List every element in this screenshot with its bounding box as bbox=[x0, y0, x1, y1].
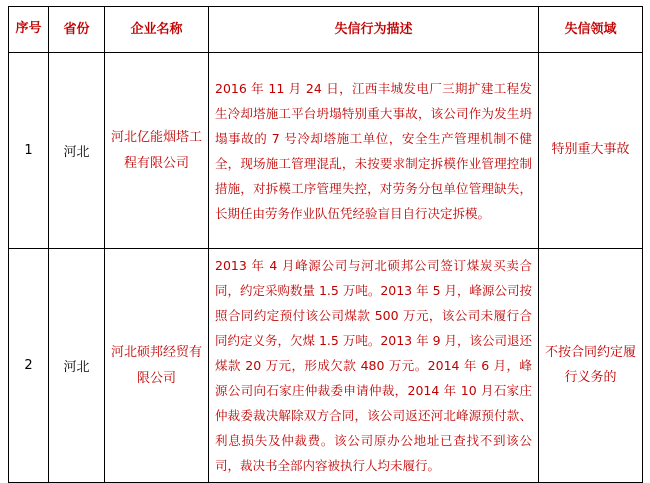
table-header-row bbox=[9, 7, 643, 53]
cell-seq: 2 bbox=[9, 249, 49, 483]
cell-seq: 1 bbox=[9, 53, 49, 249]
cell-province: 河北 bbox=[49, 249, 105, 483]
cell-enterprise: 河北硕邦经贸有限公司 bbox=[105, 249, 209, 483]
cell-province: 河北 bbox=[49, 53, 105, 249]
table-header bbox=[9, 7, 643, 53]
header-province: 省份 bbox=[49, 7, 105, 53]
header-seq bbox=[9, 7, 49, 53]
cell-field: 特别重大事故 bbox=[539, 53, 643, 249]
header-enterprise: 企业名称 bbox=[105, 7, 209, 53]
cell-description: 2013 年 4 月峰源公司与河北硕邦公司签订煤炭买卖合同，约定采购数量 1.5 万吨。2013 年 5 月，峰源公司按照合同约定预付该公司煤款 500 万元，该公司未履行合同约定义务，欠煤 1.5 万吨。2013 年 9 月，该公司退还煤款 20 万元，形成欠款 480 万元。2014 年 6 月，峰源公司向石家庄仲裁委申请仲裁，2014 年 10 月石家庄仲裁委裁决解除双方合同，该公司返还河北峰源预付款、利息损失及仲裁费。该公司原办公地址已查找不到该公司，裁决书全部内容被执行人均未履行。 bbox=[209, 249, 539, 483]
table-body bbox=[9, 53, 643, 483]
cell-enterprise: 河北亿能烟塔工程有限公司 bbox=[105, 53, 209, 249]
table-row bbox=[9, 53, 643, 249]
dishonesty-table bbox=[8, 6, 643, 483]
header-seq-label: 序号 bbox=[15, 21, 42, 37]
cell-description: 2016 年 11 月 24 日，江西丰城发电厂三期扩建工程发生冷却塔施工平台坍塌特别重大事故，该公司作为发生坍塌事故的 7 号冷却塔施工单位，安全生产管理机制不健全，现场施工管理混乱，未按要求制定拆模作业管理控制措施，对拆模工序管理失控，对劳务分包单位管理缺失，长期任由劳务作业队伍凭经验盲目自行决定拆模。 bbox=[209, 53, 539, 249]
header-description: 失信行为描述 bbox=[209, 7, 539, 53]
table-row bbox=[9, 249, 643, 483]
cell-field: 不按合同约定履行义务的 bbox=[539, 249, 643, 483]
header-field: 失信领域 bbox=[539, 7, 643, 53]
